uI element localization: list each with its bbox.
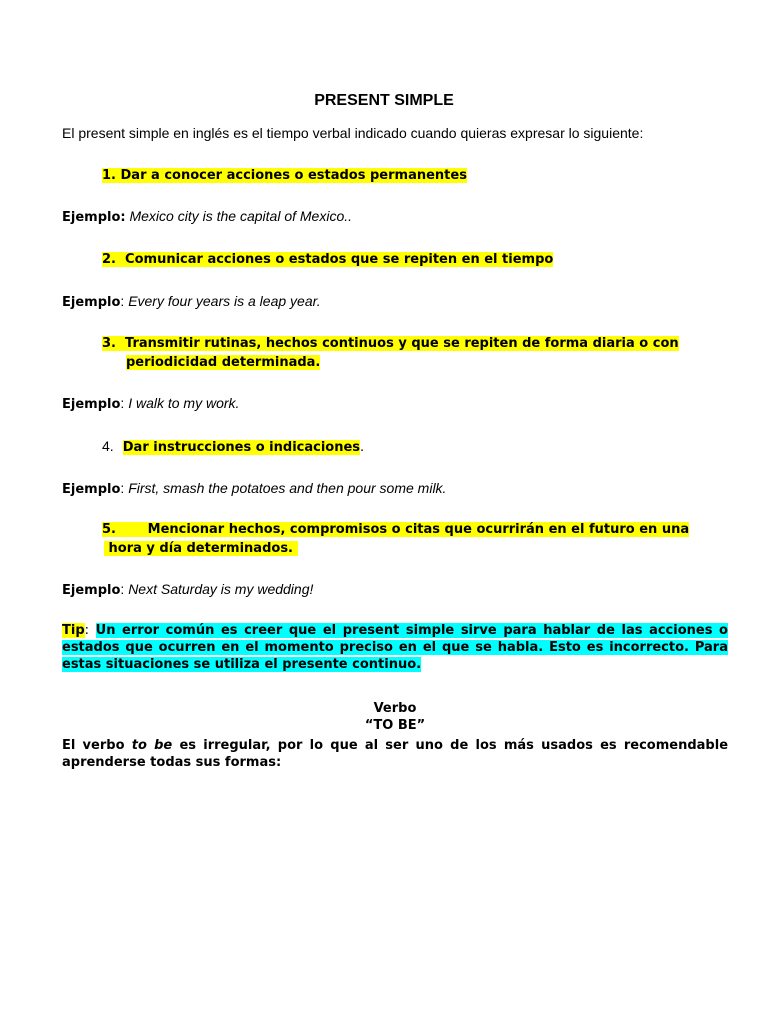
tip-text: Un error común es creer que el present simple sirve para hablar de las acciones o estados que ocurren en el momento preciso en el que se habla. Esto es incorrecto. Para estas situaciones se utiliza el presente continuo. [62, 623, 728, 672]
item-text-line2: hora y día determinados. [108, 541, 293, 556]
example-2 [62, 293, 321, 310]
item-number: 1. [102, 168, 116, 183]
item-text: Comunicar acciones o estados que se repiten en el tiempo [125, 252, 554, 267]
item-number: 5. [102, 522, 116, 537]
example-colon: : [120, 395, 125, 411]
item-number: 2. [102, 252, 116, 267]
list-item-5 [102, 520, 689, 540]
item-text: Dar a conocer acciones o estados permanentes [120, 168, 467, 183]
list-item-3-continuation [126, 353, 320, 373]
item-number: 3. [102, 336, 116, 351]
example-label: Ejemplo: [62, 210, 126, 225]
verb-note-before: El verbo [62, 738, 132, 753]
example-label: Ejemplo [62, 482, 121, 497]
verb-heading-line1: Verbo [373, 701, 417, 716]
verb-heading-line2: “TO BE” [364, 718, 426, 733]
list-item-1 [102, 166, 467, 186]
page-title: PRESENT SIMPLE [314, 92, 454, 109]
example-4 [62, 480, 446, 497]
list-item-5-continuation [104, 539, 298, 559]
item-text: Dar instrucciones o indicaciones [122, 440, 361, 455]
tip-colon: : [84, 623, 90, 638]
example-label: Ejemplo [62, 295, 121, 310]
verb-note-emphasis: to be [131, 738, 173, 753]
intro-paragraph: El present simple en inglés es el tiempo verbal indicado cuando quieras expresar lo siguiente: [62, 125, 644, 141]
item-text-line1: Mencionar hechos, compromisos o citas que ocurrirán en el futuro en una [147, 522, 690, 537]
verb-note-paragraph [62, 737, 728, 771]
tip-label: Tip [62, 623, 85, 638]
example-3 [62, 395, 239, 412]
example-text: I walk to my work. [128, 395, 240, 411]
item-trailing: . [360, 440, 365, 455]
list-item-2 [102, 250, 553, 270]
item-number: 4. [102, 438, 114, 454]
list-item-3 [102, 334, 679, 354]
example-colon: : [120, 480, 125, 496]
example-text: Every four years is a leap year. [128, 293, 321, 309]
list-item-4 [102, 436, 364, 458]
item-text-line2: periodicidad determinada. [126, 355, 321, 370]
example-text: First, smash the potatoes and then pour some milk. [128, 480, 447, 496]
tip-paragraph [62, 622, 728, 673]
example-colon: : [120, 293, 125, 309]
example-1 [62, 208, 352, 225]
example-label: Ejemplo [62, 397, 121, 412]
example-colon: : [120, 581, 125, 597]
example-5 [62, 581, 313, 598]
example-text: Mexico city is the capital of Mexico.. [129, 208, 353, 224]
example-text: Next Saturday is my wedding! [128, 581, 314, 597]
verb-note-after: es irregular, por lo que al ser uno de los más usados es recomendable aprenderse todas sus formas: [62, 738, 729, 770]
item-text-line1: Transmitir rutinas, hechos continuos y que se repiten de forma diaria o con [125, 336, 679, 351]
example-label: Ejemplo [62, 583, 121, 598]
